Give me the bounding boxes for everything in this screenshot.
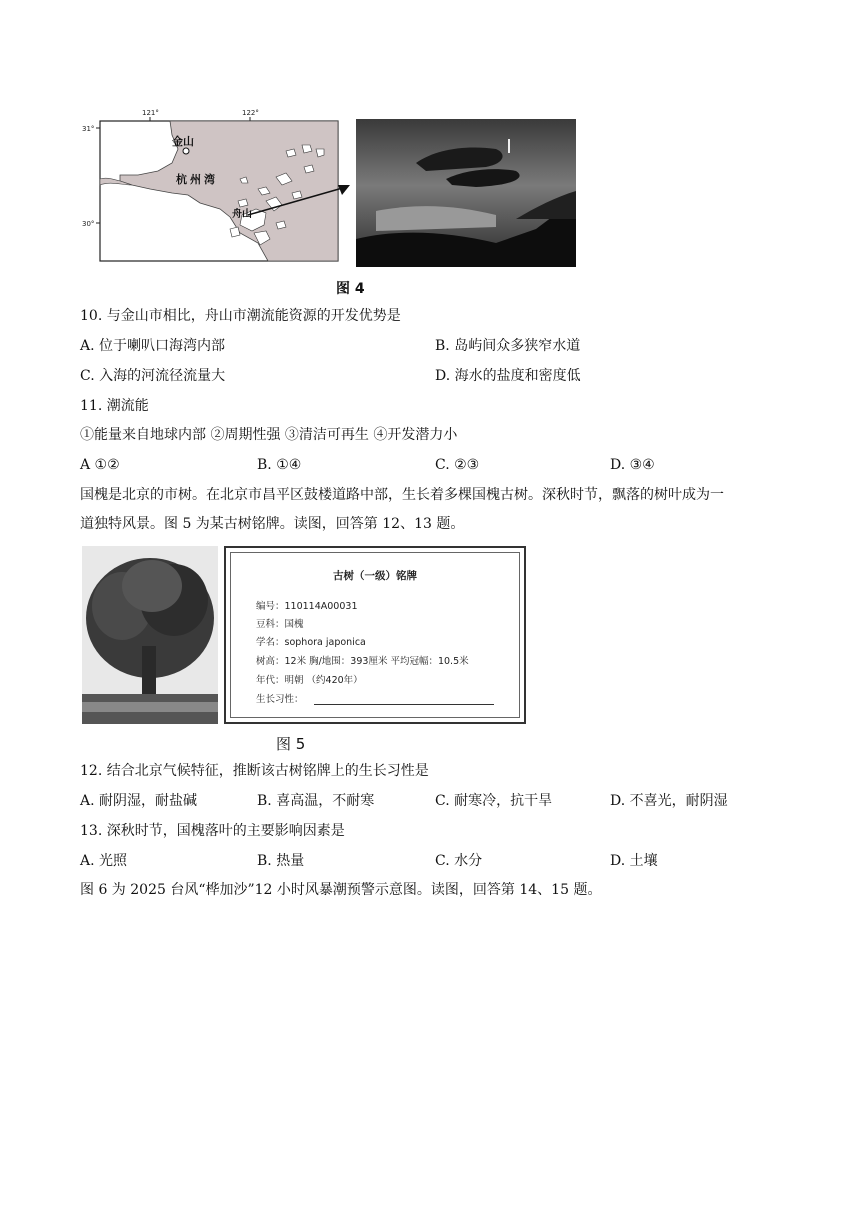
question-13-option-b[interactable]: B. 热量 [257,853,305,869]
nameplate-row-number: 编号：110114A00031 [256,601,358,612]
nameplate-row-family: 豆科：国槐 [256,619,304,630]
nameplate-row-age: 年代：明朝 （约420年） [256,675,363,686]
question-11-option-a[interactable]: A ①② [80,457,120,473]
nameplate-row-habit: 生长习性： [256,694,304,705]
nameplate-row-size: 树高：12米 胸/地围：393厘米 平均冠幅：10.5米 [256,656,469,667]
figure-4 [80,105,580,297]
question-12-option-c[interactable]: C. 耐寒冷，抗干旱 [435,793,553,809]
question-11-option-c[interactable]: C. ②③ [435,457,480,473]
question-10-stem: 10. 与金山市相比，舟山市潮流能资源的开发优势是 [80,308,401,324]
question-12-option-b[interactable]: B. 喜高温，不耐寒 [257,793,375,809]
question-13-option-a[interactable]: A. 光照 [80,853,128,869]
intro-12-13-line-2: 道独特风景。图 5 为某古树铭牌。读图，回答第 12、13 题。 [80,516,465,532]
nameplate-habit-blank [314,704,494,705]
place-hangzhou-bay: 杭州湾 [176,173,218,186]
question-13-stem: 13. 深秋时节，国槐落叶的主要影响因素是 [80,823,345,839]
hangzhou-bay-map [80,105,350,265]
tree-nameplate [224,546,526,724]
intro-14-15: 图 6 为 2025 台风“桦加沙”12 小时风暴潮预警示意图。读图，回答第 14、15 题。 [80,882,602,898]
zhoushan-islands-photo [356,119,576,267]
question-10-option-b[interactable]: B. 岛屿间众多狭窄水道 [435,338,581,354]
question-13-option-d[interactable]: D. 土壤 [610,853,658,869]
intro-12-13-line-1: 国槐是北京的市树。在北京市昌平区鼓楼道路中部，生长着多棵国槐古树。深秋时节，飘落的树叶成为一 [80,487,724,503]
question-10-option-c[interactable]: C. 入海的河流径流量大 [80,368,226,384]
question-12-stem: 12. 结合北京气候特征，推断该古树铭牌上的生长习性是 [80,763,429,779]
question-11-option-b[interactable]: B. ①④ [257,457,302,473]
figure-5-caption: 图 5 [276,735,306,753]
place-jinshan: 金山 [172,135,194,148]
question-13-option-c[interactable]: C. 水分 [435,853,483,869]
question-11-stem: 11. 潮流能 [80,398,149,414]
nameplate-title: 古树（一级）铭牌 [333,570,417,582]
lat-label-31: 31° [82,125,95,133]
place-zhoushan: 舟山 [232,209,252,220]
question-12-option-d[interactable]: D. 不喜光，耐阴湿 [610,793,728,809]
question-10-option-a[interactable]: A. 位于喇叭口海湾内部 [80,338,226,354]
lat-label-30: 30° [82,220,95,228]
lon-label-121: 121° [142,109,159,117]
question-10-option-d[interactable]: D. 海水的盐度和密度低 [435,368,581,384]
ancient-tree-photo [82,546,218,724]
question-12-option-a[interactable]: A. 耐阴湿，耐盐碱 [80,793,198,809]
lon-label-122: 122° [242,109,259,117]
nameplate-row-scientific-name: 学名：sophora japonica [256,637,366,648]
figure-4-caption: 图 4 [336,281,365,297]
question-11-option-d[interactable]: D. ③④ [610,457,655,473]
question-11-items: ①能量来自地球内部 ②周期性强 ③清洁可再生 ④开发潜力小 [80,427,458,443]
